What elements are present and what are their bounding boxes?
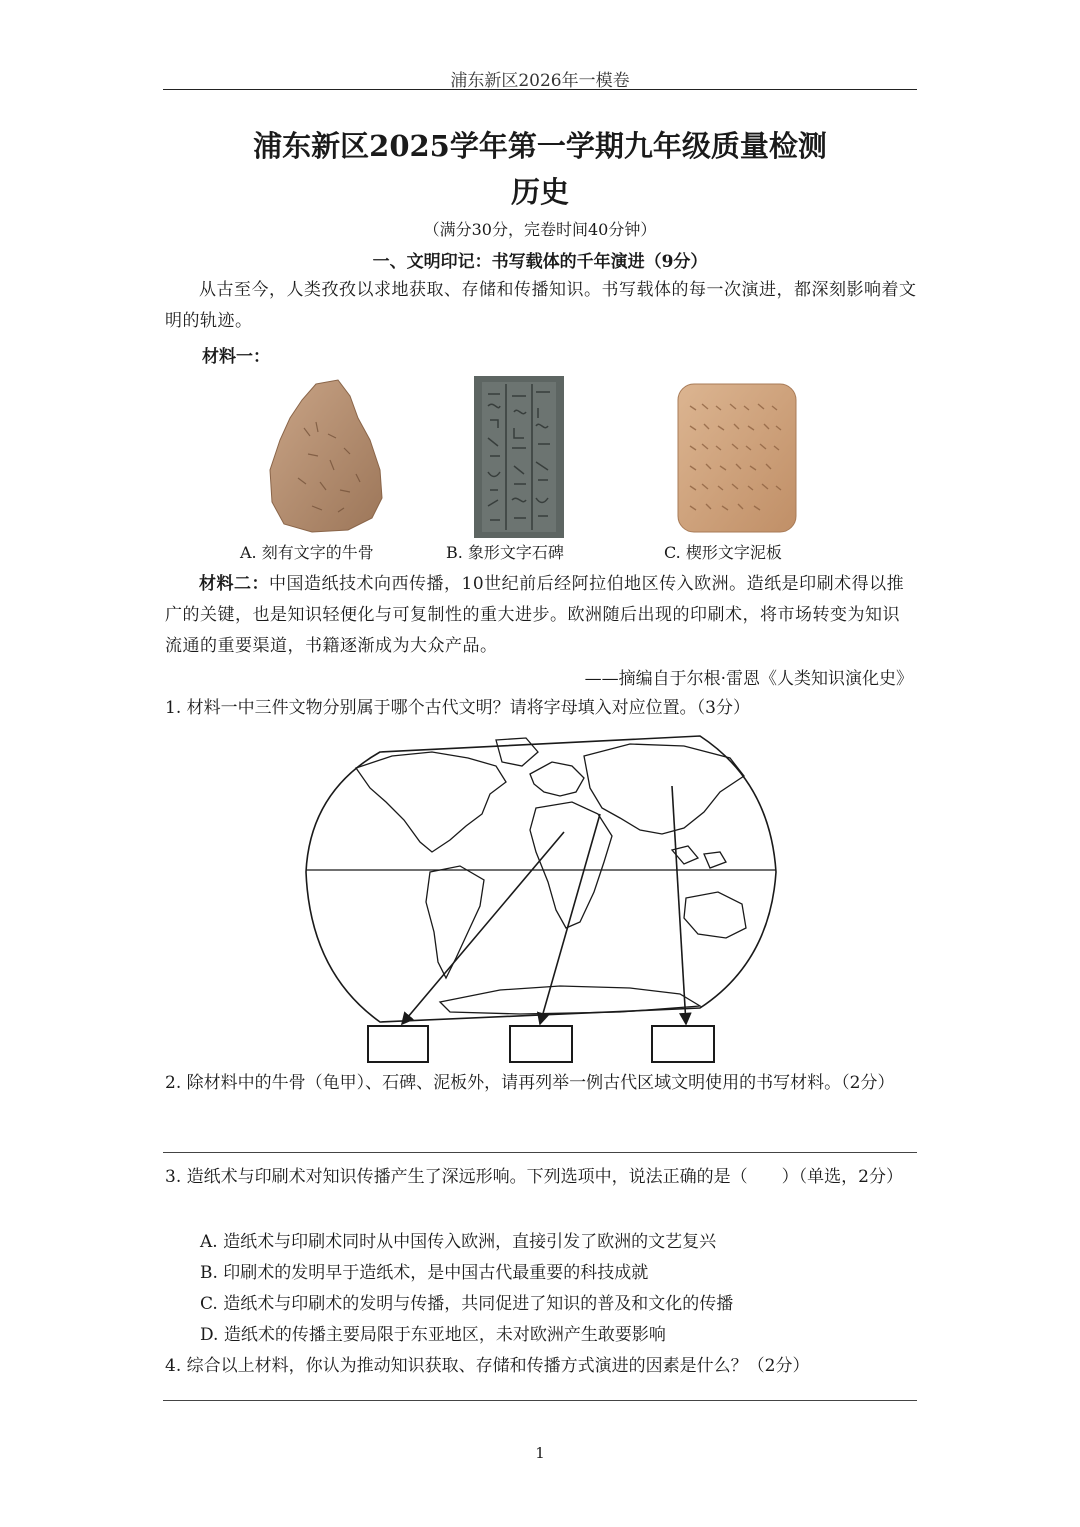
q3-option-c[interactable]: C. 造纸术与印刷术的发明与传播，共同促进了知识的普及和文化的传播 — [200, 1294, 734, 1314]
cuneiform-tablet-image — [676, 382, 798, 534]
exam-title: 浦东新区2025学年第一学期九年级质量检测 — [253, 129, 827, 163]
exam-info: （满分30分，完卷时间40分钟） — [423, 220, 657, 239]
material2-text: 中国造纸技术向西传播，10世纪前后经阿拉伯地区传入欧洲。造纸是印刷术得以推广的关键，也是知识轻便化与可复制性的重大进步。欧洲随后出现的印刷术，将市场转变为知识流通的重要渠道，书籍逐渐成为大众产品。 — [165, 574, 905, 656]
answer-line-q2[interactable] — [163, 1152, 917, 1153]
q3-option-b[interactable]: B. 印刷术的发明早于造纸术，是中国古代最重要的科技成就 — [200, 1263, 649, 1283]
caption-b: B. 象形文字石碑 — [446, 543, 564, 562]
oracle-bone-image — [268, 378, 388, 534]
material1-label: 材料一： — [202, 347, 270, 367]
page-header: 浦东新区2026年一模卷 — [450, 71, 630, 91]
answer-box-1[interactable] — [368, 1026, 428, 1062]
caption-a: A. 刻有文字的牛骨 — [240, 543, 374, 562]
header-divider — [163, 89, 917, 90]
q3-option-a[interactable]: A. 造纸术与印刷术同时从中国传入欧洲，直接引发了欧洲的文艺复兴 — [200, 1232, 717, 1252]
material2-paragraph — [165, 569, 917, 662]
question-1: 1. 材料一中三件文物分别属于哪个古代文明？请将字母填入对应位置。（3分） — [165, 698, 750, 718]
subject-title: 历史 — [510, 175, 569, 209]
question-4: 4. 综合以上材料，你认为推动知识获取、存储和传播方式演进的因素是什么？（2分） — [165, 1356, 810, 1376]
intro-paragraph: 从古至今，人类孜孜以求地获取、存储和传播知识。书写载体的每一次演进，都深刻影响着文明的轨迹。 — [165, 280, 917, 331]
answer-box-2[interactable] — [510, 1026, 572, 1062]
question-2: 2. 除材料中的牛骨（龟甲）、石碑、泥板外，请再列举一例古代区域文明使用的书写材料。（2分） — [165, 1073, 895, 1093]
section-heading: 一、文明印记：书写载体的千年演进（9分） — [372, 252, 708, 272]
caption-c: C. 楔形文字泥板 — [664, 543, 782, 562]
hieroglyph-stele-image — [474, 376, 564, 538]
material2-label: 材料二： — [199, 574, 269, 594]
answer-box-3[interactable] — [652, 1026, 714, 1062]
page-number: 1 — [535, 1444, 545, 1462]
material2-source: ——摘编自于尔根·雷恩《人类知识演化史》 — [584, 669, 913, 689]
answer-line-q4[interactable] — [163, 1400, 917, 1401]
world-map — [300, 722, 780, 1070]
question-3: 3. 造纸术与印刷术对知识传播产生了深远形响。下列选项中，说法正确的是（ ）（单选，2分） — [165, 1167, 903, 1187]
q3-option-d[interactable]: D. 造纸术的传播主要局限于东亚地区，未对欧洲产生敢要影响 — [200, 1325, 666, 1345]
